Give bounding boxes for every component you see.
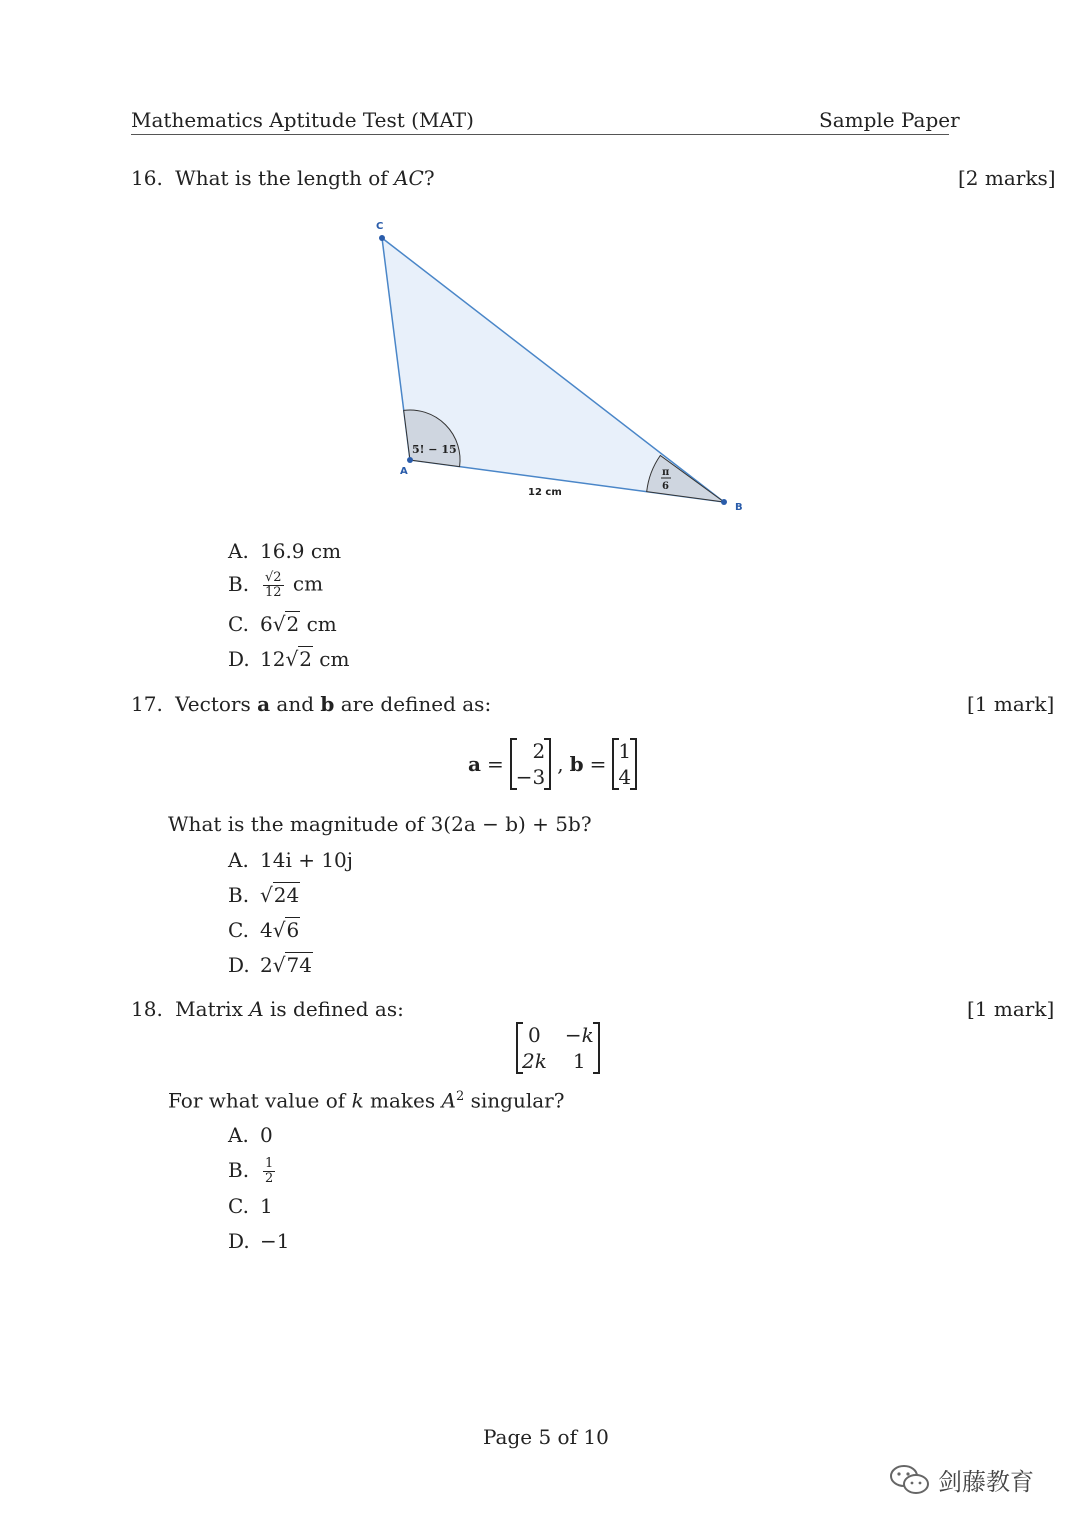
option-16-a [228, 541, 341, 561]
question-18-question [168, 1090, 564, 1111]
option-label: A. [228, 1123, 249, 1147]
option-label: B. [228, 571, 250, 596]
option-text: 14i + 10j [260, 848, 353, 872]
question-text: makes [363, 1088, 442, 1113]
vertex-b-label: B [735, 502, 743, 513]
triangle-figure [360, 210, 760, 520]
fraction-numerator: 1 [265, 1156, 274, 1171]
vertex-b-point [721, 499, 727, 505]
vector-a-entry: 2 [532, 739, 546, 763]
option-fraction [263, 571, 284, 599]
watermark-text: 剑藤教育 [938, 1468, 1034, 1496]
option-label: C. [228, 1194, 249, 1218]
option-text: 16.9 cm [260, 539, 342, 563]
option-coefficient: 6 [260, 612, 273, 636]
option-sqrt: √2 [285, 647, 312, 671]
option-16-c [228, 614, 337, 634]
option-label: B. [228, 1157, 250, 1182]
radicand: 6 [286, 918, 300, 942]
prompt-text: is defined as: [263, 997, 404, 1021]
prompt-text: and [270, 692, 321, 716]
fraction-denominator: 2 [265, 1170, 274, 1186]
matrix-entry: 0 [528, 1023, 541, 1047]
vector-b-symbol: b [569, 752, 584, 776]
option-label: D. [228, 1229, 250, 1253]
question-number: 17. [131, 692, 163, 716]
option-text: 0 [260, 1123, 273, 1147]
header-sample-paper: Sample Paper [819, 108, 960, 132]
matrix-entry: −k [564, 1023, 594, 1047]
fraction-numerator: √2 [265, 570, 282, 585]
option-label: D. [228, 647, 250, 671]
vertex-a-label: A [400, 466, 408, 477]
matrix-entry: 1 [572, 1049, 586, 1073]
option-17-a [228, 850, 353, 870]
prompt-text: What is the length of [175, 166, 395, 190]
exponent: 2 [455, 1089, 465, 1104]
radicand: 24 [273, 883, 300, 907]
matrix-a [516, 1022, 600, 1074]
watermark [888, 1462, 1034, 1497]
question-text: singular? [464, 1088, 565, 1113]
vector-b-symbol: b [320, 692, 335, 716]
side-ab-label: 12 cm [528, 487, 562, 498]
vector-a-matrix [510, 738, 551, 790]
question-number: 18. [131, 997, 163, 1021]
vertex-a-point [407, 457, 413, 463]
option-fraction [263, 1157, 275, 1185]
option-sqrt: √2 [272, 612, 300, 636]
prompt-end: ? [423, 166, 435, 190]
vector-definitions: a = 2 −3 , b = 1 4 [468, 738, 637, 790]
option-17-b [228, 885, 300, 905]
matrix-entry: 2k [522, 1049, 547, 1073]
page-number: Page 5 of 10 [483, 1425, 609, 1449]
option-label: C. [228, 918, 249, 942]
radicand: 2 [299, 647, 312, 671]
vector-b-matrix [612, 738, 637, 790]
question-17-marks: [1 mark] [967, 692, 1055, 716]
question-17-question: What is the magnitude of 3(2a − b) + 5b? [168, 812, 592, 836]
fraction-denominator: 12 [265, 584, 282, 600]
option-sqrt: √6 [272, 918, 300, 942]
angle-b-sector [647, 456, 724, 503]
prompt-text: Matrix [175, 997, 250, 1021]
option-16-b [228, 571, 323, 599]
question-18-prompt [131, 999, 404, 1019]
option-18-b [228, 1157, 278, 1185]
question-16-marks: [2 marks] [958, 166, 1056, 190]
option-unit: cm [319, 647, 350, 671]
option-label: D. [228, 953, 250, 977]
prompt-text: Vectors [175, 692, 258, 716]
radicand: 74 [286, 953, 312, 977]
option-text: −1 [260, 1229, 290, 1253]
radicand: 2 [286, 612, 300, 636]
option-text: 1 [260, 1194, 273, 1218]
matrix-brackets [516, 1022, 600, 1074]
variable-k: k [351, 1088, 364, 1113]
option-17-c [228, 920, 300, 940]
vector-a-symbol: a [257, 692, 271, 716]
header-title: Mathematics Aptitude Test (MAT) [131, 108, 474, 132]
question-17-prompt [131, 694, 491, 714]
option-18-c [228, 1196, 273, 1216]
option-16-d [228, 649, 349, 669]
vertex-c-label: C [376, 221, 384, 232]
question-16-prompt [131, 168, 435, 188]
option-18-d [228, 1231, 289, 1251]
matrix-symbol: A [249, 997, 264, 1021]
option-label: C. [228, 612, 249, 636]
option-unit: cm [306, 612, 337, 636]
option-unit: cm [292, 571, 324, 596]
vertex-c-point [379, 235, 385, 241]
option-coefficient: 2 [260, 953, 273, 977]
option-label: A. [228, 539, 249, 563]
wechat-icon [888, 1463, 932, 1497]
question-text: For what value of [168, 1088, 352, 1113]
angle-b-label-den: 6 [662, 481, 669, 492]
option-17-d [228, 955, 313, 975]
option-coefficient: 12 [260, 647, 286, 671]
vector-a-symbol: a [468, 752, 481, 776]
header-rule [131, 134, 949, 135]
prompt-variable: AC [394, 166, 424, 190]
option-sqrt: √24 [260, 883, 300, 907]
option-sqrt: √74 [272, 953, 312, 977]
matrix-symbol: A [441, 1088, 456, 1113]
angle-b-label-num: π [662, 467, 670, 478]
vector-b-entry: 1 [618, 739, 632, 763]
prompt-text: are defined as: [334, 692, 492, 716]
question-18-marks: [1 mark] [967, 997, 1055, 1021]
option-coefficient: 4 [260, 918, 273, 942]
option-label: A. [228, 848, 249, 872]
option-18-a [228, 1125, 273, 1145]
vector-b-entry: 4 [618, 765, 632, 789]
question-number: 16. [131, 166, 163, 190]
option-label: B. [228, 883, 250, 907]
vector-a-entry: −3 [515, 765, 546, 789]
angle-a-label: 5! − 15 [412, 443, 457, 456]
